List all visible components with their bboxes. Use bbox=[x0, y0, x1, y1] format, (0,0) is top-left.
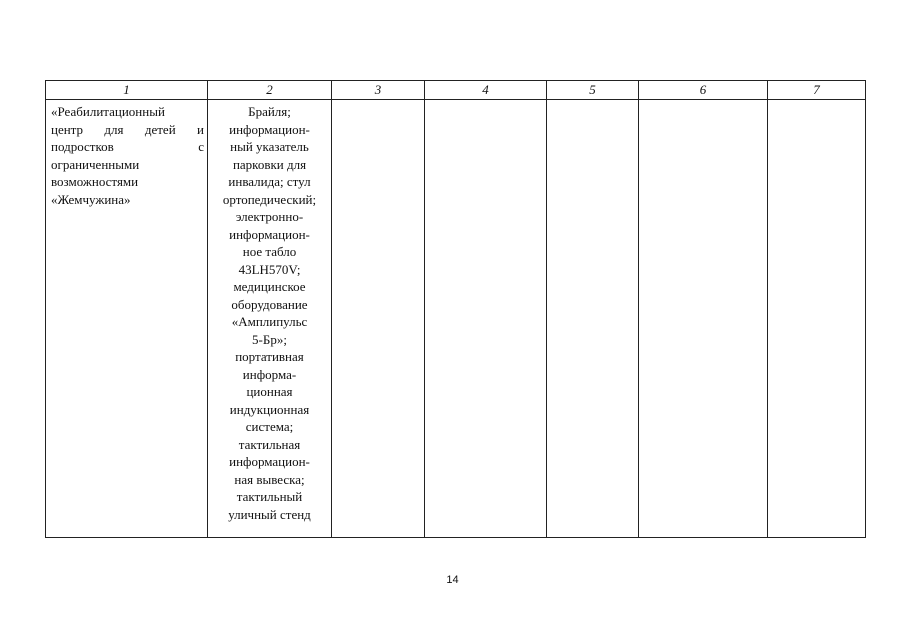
column-header-5: 5 bbox=[547, 81, 639, 100]
equipment-line: 43LH570V; bbox=[238, 261, 301, 277]
empty-cell-col4 bbox=[425, 100, 547, 538]
empty-cell-col5 bbox=[547, 100, 639, 538]
equipment-line: система; bbox=[245, 419, 294, 434]
column-header-3: 3 bbox=[332, 81, 425, 100]
equipment-line: парковки для bbox=[232, 156, 307, 172]
table-row bbox=[46, 100, 866, 538]
empty-cell-col3 bbox=[332, 100, 425, 538]
organization-line: «Жемчужина» bbox=[51, 191, 131, 207]
equipment-line: инвалида; стул bbox=[228, 174, 311, 189]
equipment-line: тактильный bbox=[236, 489, 303, 504]
equipment-line: информацион- bbox=[229, 121, 310, 137]
equipment-line: оборудование bbox=[231, 296, 308, 312]
page-number: 14 bbox=[446, 574, 459, 586]
empty-cell-col7 bbox=[768, 100, 866, 538]
column-header-4: 4 bbox=[425, 81, 547, 100]
equipment-line: ное табло bbox=[242, 244, 297, 259]
organization-cell bbox=[46, 100, 208, 538]
column-header-2: 2 bbox=[208, 81, 332, 100]
equipment-line: портативная bbox=[235, 349, 304, 364]
equipment-line: ционная bbox=[246, 384, 293, 399]
organization-line: возможностями bbox=[51, 174, 139, 189]
equipment-line: информа- bbox=[242, 366, 297, 382]
column-header-1: 1 bbox=[46, 81, 208, 100]
organization-line: «Реабилитационный bbox=[51, 104, 165, 119]
equipment-line: медицинское bbox=[233, 279, 306, 294]
document-table bbox=[45, 80, 866, 538]
column-header-7: 7 bbox=[768, 81, 866, 100]
equipment-line: «Амплипульс bbox=[231, 314, 308, 329]
equipment-line: информацион- bbox=[229, 226, 310, 242]
empty-cell-col6 bbox=[639, 100, 768, 538]
equipment-line: уличный стенд bbox=[228, 506, 311, 522]
organization-line: подростков с bbox=[51, 139, 204, 154]
equipment-line: ная вывеска; bbox=[234, 471, 305, 487]
equipment-line: электронно- bbox=[235, 209, 304, 224]
column-header-6: 6 bbox=[639, 81, 768, 100]
equipment-line: ный указатель bbox=[230, 139, 309, 154]
equipment-line: индукционная bbox=[229, 401, 310, 417]
equipment-cell bbox=[208, 100, 332, 538]
equipment-line: ортопедический; bbox=[222, 191, 317, 207]
equipment-line: информацион- bbox=[229, 454, 310, 469]
equipment-line: 5-Бр»; bbox=[252, 331, 287, 347]
equipment-line: Брайля; bbox=[248, 104, 291, 119]
organization-line: центр для детей и bbox=[51, 121, 204, 137]
organization-line: ограниченными bbox=[51, 156, 140, 172]
header-row bbox=[46, 81, 866, 100]
equipment-line: тактильная bbox=[238, 436, 301, 452]
